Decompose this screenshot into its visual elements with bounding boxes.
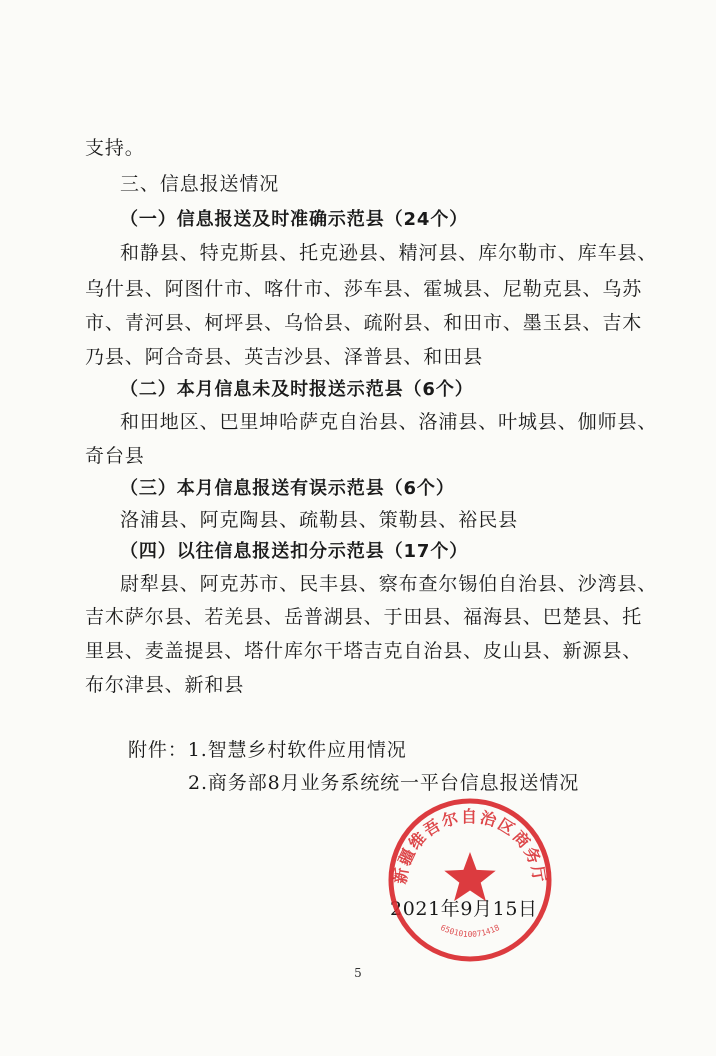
section-heading-info-reporting: 三、信息报送情况 xyxy=(120,173,280,195)
svg-text:6501010071418 xyxy=(439,923,501,939)
subheading-3: （三）本月信息报送有误示范县（6个） xyxy=(120,478,455,499)
attachment-1: 附件：1.智慧乡村软件应用情况 xyxy=(128,739,407,761)
paragraph-4-line-1: 尉犁县、阿克苏市、民丰县、察布查尔锡伯自治县、沙湾县、 xyxy=(120,573,658,595)
seal-serial: 6501010071418 xyxy=(439,923,501,939)
paragraph-4-line-2: 吉木萨尔县、若羌县、岳普湖县、于田县、福海县、巴楚县、托 xyxy=(85,606,643,628)
attachment-2: 2.商务部8月业务系统统一平台信息报送情况 xyxy=(188,772,580,794)
seal-star-icon xyxy=(444,852,495,901)
text-line-continuation: 支持。 xyxy=(85,137,145,159)
document-date: 2021年9月15日 xyxy=(390,898,538,920)
paragraph-1-line-4: 乃县、阿合奇县、英吉沙县、泽普县、和田县 xyxy=(85,346,484,368)
seal-text: 新疆维吾尔自治区商务厅 xyxy=(390,807,550,886)
paragraph-1-line-1: 和静县、特克斯县、托克逊县、精河县、库尔勒市、库车县、 xyxy=(120,242,658,264)
official-seal xyxy=(384,794,556,966)
subheading-2: （二）本月信息未及时报送示范县（6个） xyxy=(120,379,474,400)
page-number: 5 xyxy=(354,966,362,980)
subheading-1: （一）信息报送及时准确示范县（24个） xyxy=(120,209,469,230)
paragraph-3-line-1: 洛浦县、阿克陶县、疏勒县、策勒县、裕民县 xyxy=(120,509,519,531)
subheading-4: （四）以往信息报送扣分示范县（17个） xyxy=(120,541,469,562)
paragraph-1-line-2: 乌什县、阿图什市、喀什市、莎车县、霍城县、尼勒克县、乌苏 xyxy=(85,278,643,300)
paragraph-1-line-3: 市、青河县、柯坪县、乌恰县、疏附县、和田市、墨玉县、吉木 xyxy=(85,312,643,334)
paragraph-2-line-1: 和田地区、巴里坤哈萨克自治县、洛浦县、叶城县、伽师县、 xyxy=(120,411,658,433)
paragraph-2-line-2: 奇台县 xyxy=(85,445,145,467)
paragraph-4-line-4: 布尔津县、新和县 xyxy=(85,674,245,696)
paragraph-4-line-3: 里县、麦盖提县、塔什库尔干塔吉克自治县、皮山县、新源县、 xyxy=(85,640,643,662)
